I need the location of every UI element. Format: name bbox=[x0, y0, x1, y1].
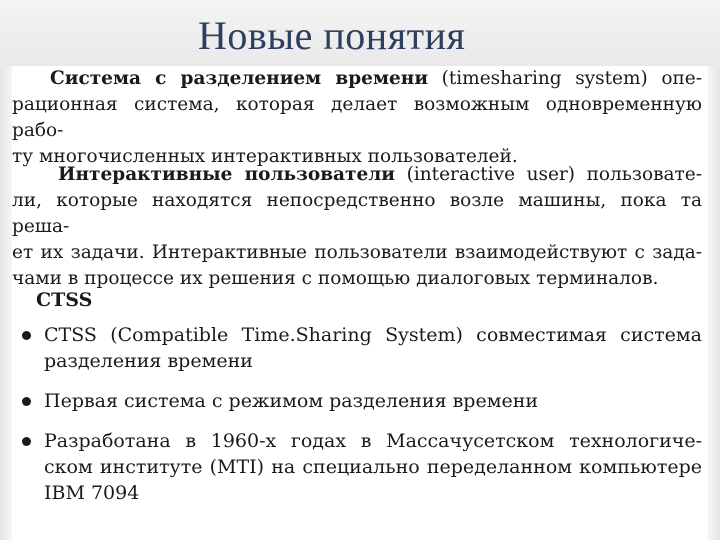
definition-line: ту многочисленных интерактивных пользователей. bbox=[12, 146, 518, 167]
definition-term: Система с разделением времени bbox=[50, 68, 429, 89]
definition-line bbox=[12, 162, 702, 188]
left-margin-strip bbox=[0, 66, 12, 540]
bullet-dot-icon bbox=[22, 397, 31, 406]
bullet-dot-icon bbox=[22, 331, 31, 340]
bullet-line: ском институте (MTI) на специально переделанном компьютере bbox=[44, 456, 702, 478]
definition-text: (interactive user) пользовате- bbox=[395, 164, 702, 185]
bullet-line: Первая система с режимом разделения времени bbox=[44, 390, 539, 412]
bullet-item bbox=[12, 388, 702, 414]
bullet-list bbox=[12, 322, 702, 506]
definition-line: рационная система, которая делает возможным одновременную рабо- bbox=[12, 94, 702, 141]
definition-line: ли, которые находятся непосредственно возле машины, пока та реша- bbox=[12, 190, 702, 237]
bullet-item bbox=[12, 428, 702, 506]
definition-timesharing bbox=[12, 66, 702, 170]
slide-header bbox=[0, 0, 720, 66]
bullet-dot-icon bbox=[22, 437, 31, 446]
definition-line bbox=[12, 66, 702, 92]
slide-content bbox=[12, 66, 708, 540]
bullet-line: CTSS (Compatible Time.Sharing System) совместимая система bbox=[44, 324, 702, 346]
bullet-line: разделения времени bbox=[44, 350, 253, 372]
definition-line: ет их задачи. Интерактивные пользователи взаимодействуют с зада- bbox=[12, 242, 702, 263]
definition-line: чами в процессе их решения с помощью диалоговых терминалов. bbox=[12, 268, 659, 289]
bullet-line: IBM 7094 bbox=[44, 482, 140, 504]
bullet-line: Разработана в 1960-х годах в Массачусетском технологиче- bbox=[44, 430, 702, 452]
definition-text: (timesharing system) опе- bbox=[428, 68, 703, 89]
bullet-item bbox=[12, 322, 702, 374]
right-margin-strip bbox=[708, 66, 720, 540]
slide-title: Новые понятия bbox=[198, 13, 466, 58]
definition-interactive-users bbox=[12, 162, 702, 292]
section-heading: CTSS bbox=[36, 289, 93, 311]
definition-term: Интерактивные пользователи bbox=[58, 164, 396, 185]
